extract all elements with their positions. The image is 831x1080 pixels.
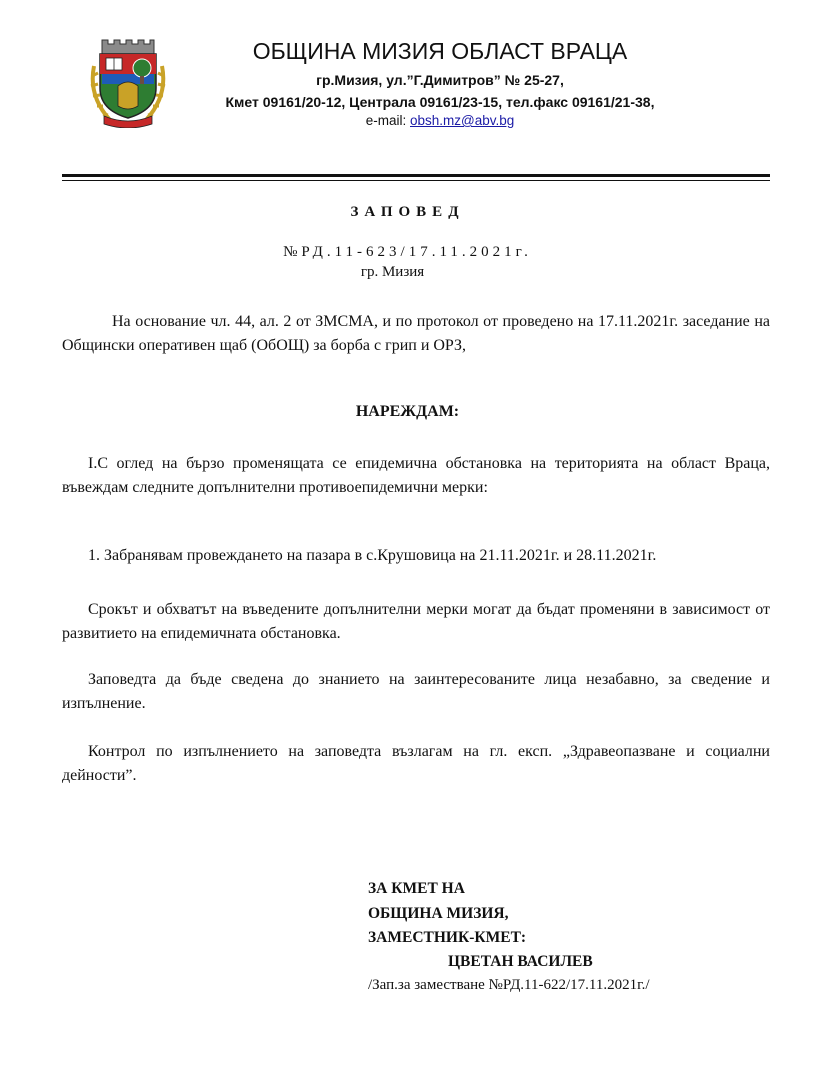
legal-basis-paragraph: На основание чл. 44, ал. 2 от ЗМСМА, и по протокол от проведено на 17.11.2021г. заседание на Общински оперативен щаб (ОбОЩ) за борба с грип и ОРЗ, bbox=[62, 313, 770, 354]
municipality-phones: Кмет 09161/20-12, Централа 09161/23-15, тел.факс 09161/21-38, bbox=[225, 94, 655, 110]
control-paragraph: Контрол по изпълнението на заповедта възлагам на гл. експ. „Здравеопазване и социални дейности”. bbox=[62, 743, 770, 784]
email-link[interactable]: obsh.mz@abv.bg bbox=[410, 113, 515, 128]
order-heading: НАРЕЖДАМ: bbox=[355, 403, 460, 420]
document-place: гр. Мизия bbox=[360, 264, 425, 280]
document-number: №РД.11-623/17.11.2021г. bbox=[283, 244, 532, 260]
municipality-email-line bbox=[140, 113, 740, 128]
measure-item: 1. Забранявам провеждането на пазара в с.Крушовица на 21.11.2021г. и 28.11.2021г. bbox=[88, 547, 657, 564]
signatory-name: ЦВЕТАН ВАСИЛЕВ bbox=[448, 953, 593, 970]
header-divider-thin bbox=[62, 180, 770, 181]
term-paragraph: Срокът и обхватът на въведените допълнителни мерки могат да бъдат променяни в зависимост от развитието на епидемичната обстановка. bbox=[62, 601, 770, 642]
signature-line-1: ЗА КМЕТ НА bbox=[368, 880, 465, 897]
signature-line-2: ОБЩИНА МИЗИЯ, bbox=[368, 905, 509, 922]
header-divider-thick bbox=[62, 174, 770, 177]
intro-paragraph: I.С оглед на бързо променящата се епидемична обстановка на територията на област Враца, въвеждам следните допълнителни противоепидемични мерки: bbox=[62, 455, 770, 496]
email-label: e-mail: bbox=[365, 113, 410, 128]
signature-line-3: ЗАМЕСТНИК-КМЕТ: bbox=[368, 929, 527, 946]
document-title: ЗАПОВЕД bbox=[350, 204, 465, 220]
deputy-order-reference: /Зап.за заместване №РД.11-622/17.11.2021г./ bbox=[368, 977, 650, 993]
notification-paragraph: Заповедта да бъде сведена до знанието на заинтересованите лица незабавно, за сведение и изпълнение. bbox=[62, 671, 770, 712]
municipality-address: гр.Мизия, ул.”Г.Димитров” № 25-27, bbox=[316, 72, 564, 88]
municipality-title: ОБЩИНА МИЗИЯ ОБЛАСТ ВРАЦА bbox=[252, 38, 628, 64]
